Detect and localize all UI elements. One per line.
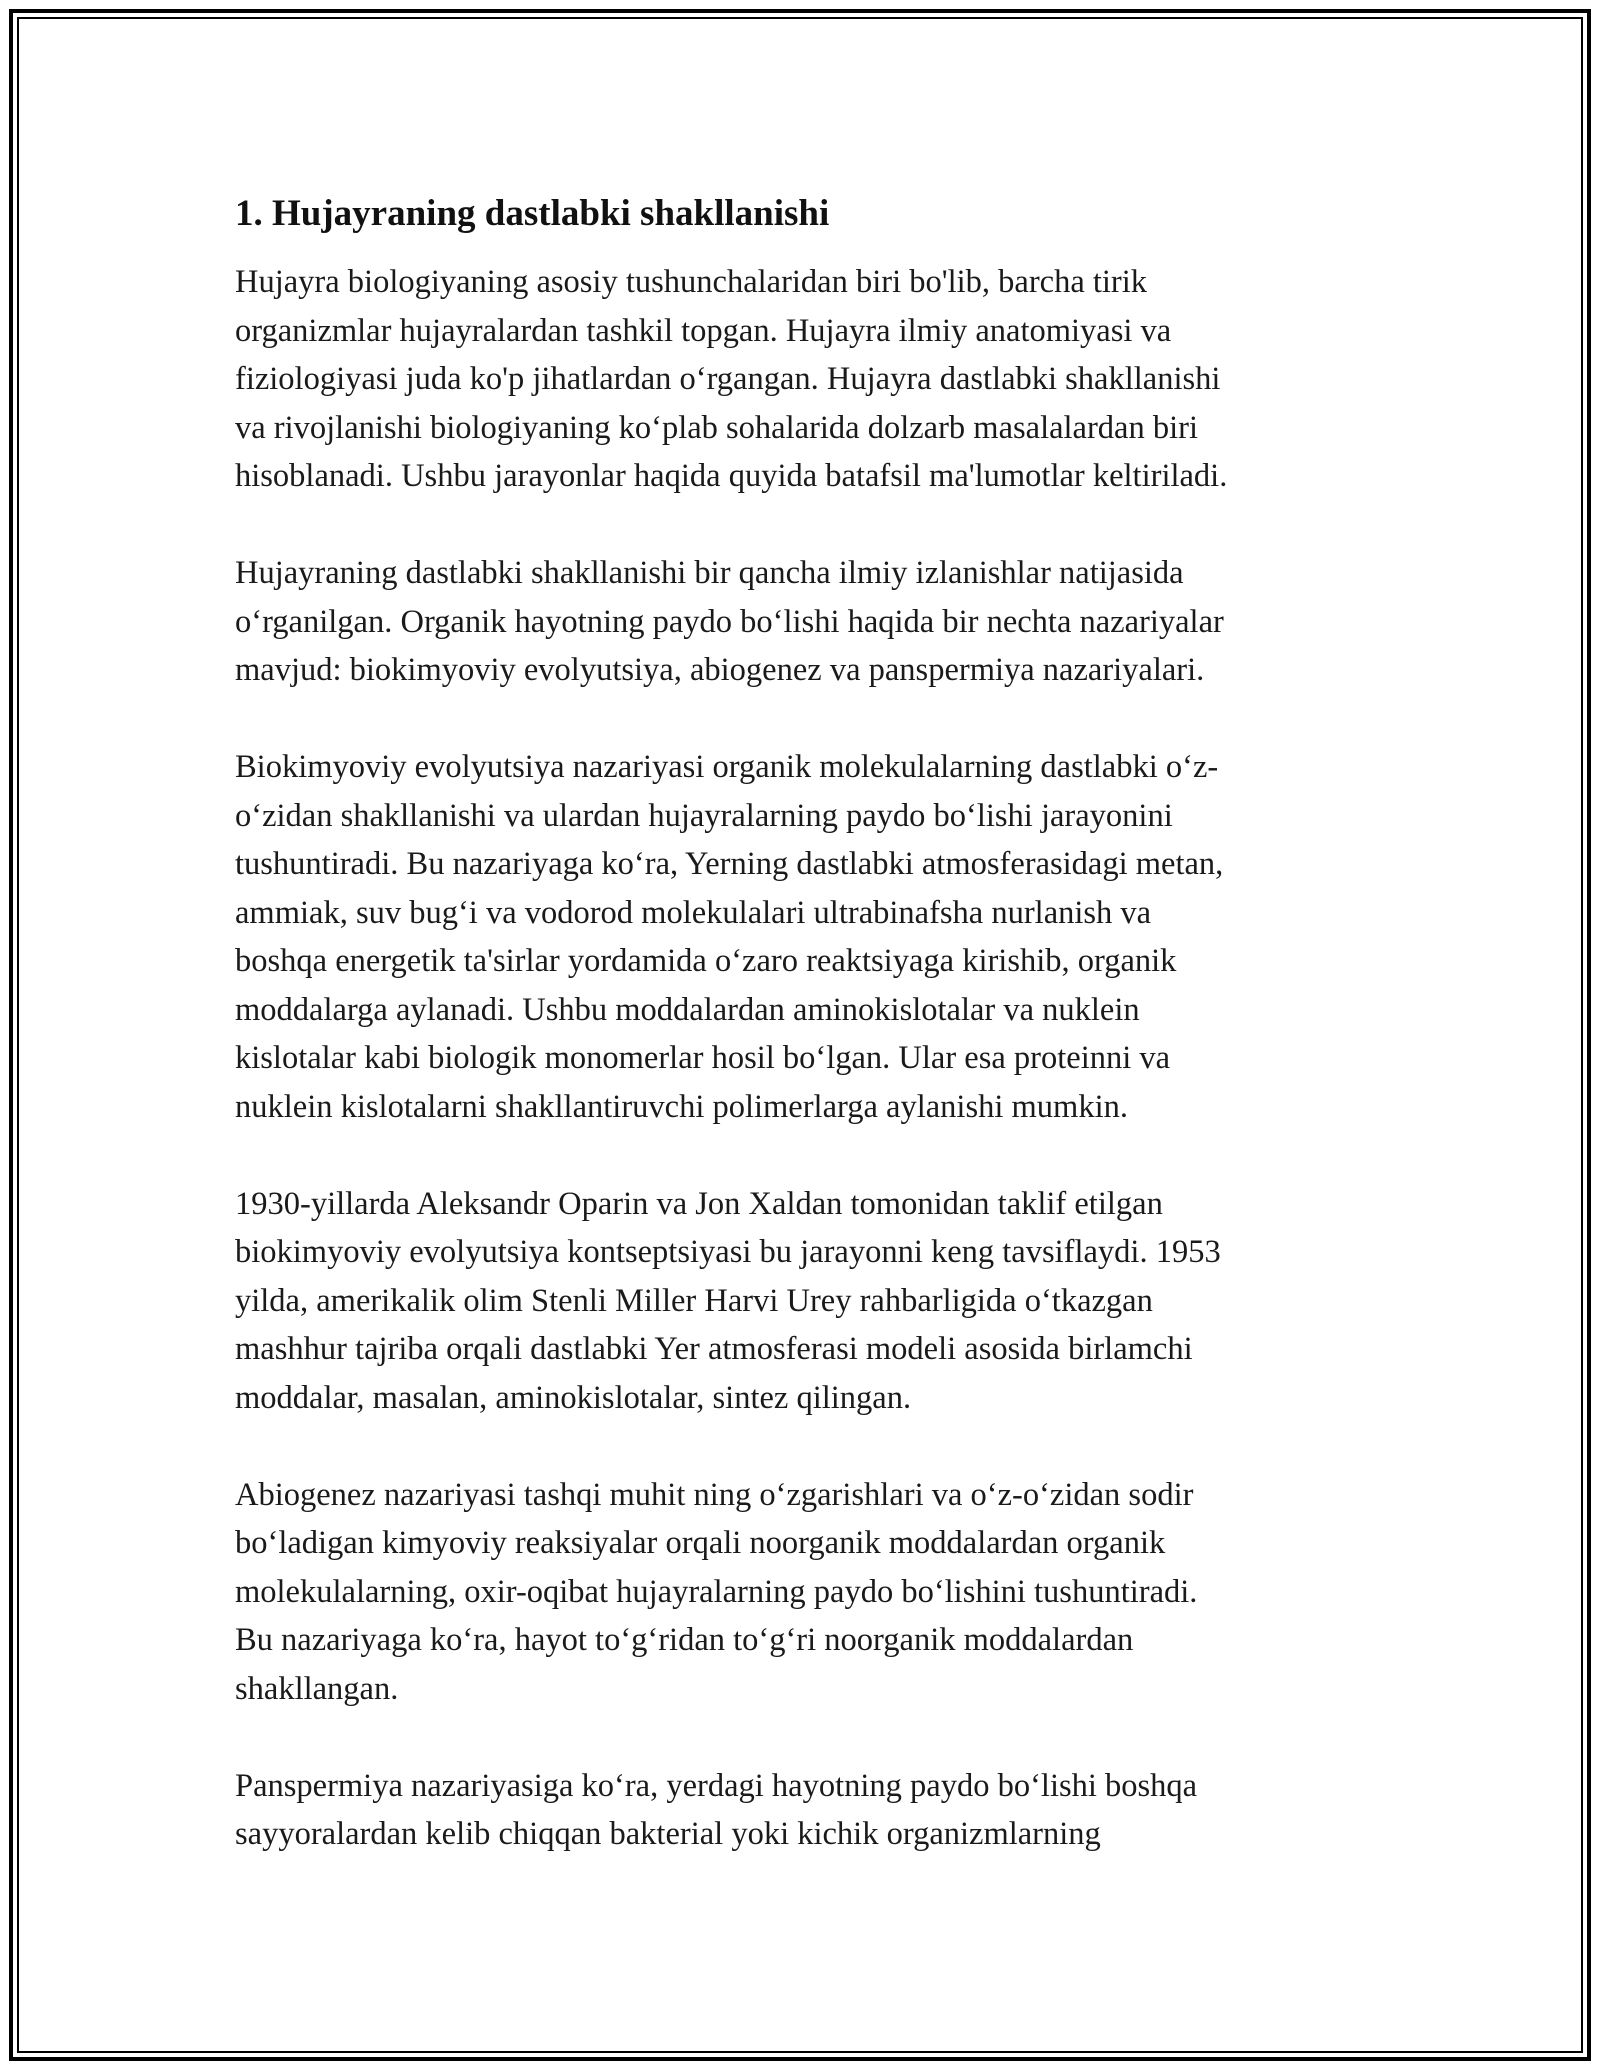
paragraph-line: kislotalar kabi biologik monomerlar hosil boʻlgan. Ular esa proteinni va [235,1040,1171,1076]
paragraph-line: tushuntiradi. Bu nazariyaga koʻra, Yerning dastlabki atmosferasidagi metan, [235,846,1224,882]
paragraph [235,258,1370,501]
paragraph-line: boʻladigan kimyoviy reaksiyalar orqali noorganik moddalardan organik [235,1525,1166,1561]
paragraph-line: shakllangan. [235,1670,399,1707]
paragraph-line: Hujayraning dastlabki shakllanishi bir qancha ilmiy izlanishlar natijasida [235,555,1184,591]
paragraph [235,1762,1370,1859]
paragraph-line: 1930-yillarda Aleksandr Oparin va Jon Xaldan tomonidan taklif etilgan [235,1185,1163,1222]
paragraph-line: mavjud: biokimyoviy evolyutsiya, abiogenez va panspermiya nazariyalari. [235,652,1205,688]
section-heading: 1. Hujayraning dastlabki shakllanishi [235,193,830,234]
document-body [235,186,1370,1907]
paragraph-line: moddalarga aylanadi. Ushbu moddalardan aminokislotalar va nuklein [235,991,1140,1028]
paragraph-line: Bu nazariyaga koʻra, hayot toʻgʻridan toʻgʻri noorganik moddalardan [235,1622,1134,1658]
paragraph-line: Abiogenez nazariyasi tashqi muhit ning oʻzgarishlari va oʻz-oʻzidan sodir [235,1476,1194,1513]
paragraph-line: yilda, amerikalik olim Stenli Miller Harvi Urey rahbarligida oʻtkazgan [235,1282,1153,1319]
paragraph-line: oʻzidan shakllanishi va ulardan hujayralarning paydo boʻlishi jarayonini [235,797,1173,834]
paragraph-line: va rivojlanishi biologiyaning koʻplab sohalarida dolzarb masalalardan biri [235,409,1198,446]
paragraph-line: mashhur tajriba orqali dastlabki Yer atmosferasi modeli asosida birlamchi [235,1331,1193,1367]
paragraph-line: nuklein kislotalarni shakllantiruvchi polimerlarga aylanishi mumkin. [235,1088,1128,1125]
paragraph-line: biokimyoviy evolyutsiya kontseptsiyasi bu jarayonni keng tavsiflaydi. 1953 [235,1234,1221,1270]
paragraph-line: boshqa energetik ta'sirlar yordamida oʻzaro reaktsiyaga kirishib, organik [235,943,1177,979]
paragraph [235,743,1370,1131]
paragraph-line: hisoblanadi. Ushbu jarayonlar haqida quyida batafsil ma'lumotlar keltiriladi. [235,458,1228,494]
paragraph-line: fiziologiyasi juda ko'p jihatlardan oʻrgangan. Hujayra dastlabki shakllanishi [235,361,1221,397]
paragraph-line: Hujayra biologiyaning asosiy tushunchalaridan biri bo'lib, barcha tirik [235,264,1148,300]
paragraph-line: oʻrganilgan. Organik hayotning paydo boʻlishi haqida bir nechta nazariyalar [235,603,1224,640]
paragraph-line: sayyoralardan kelib chiqqan bakterial yoki kichik organizmlarning [235,1816,1101,1852]
paragraph-line: Panspermiya nazariyasiga koʻra, yerdagi hayotning paydo boʻlishi boshqa [235,1767,1198,1804]
paragraph-list [235,258,1370,1859]
paragraph-line: Biokimyoviy evolyutsiya nazariyasi organik molekulalarning dastlabki oʻz- [235,749,1219,785]
paragraph [235,1180,1370,1423]
paragraph-line: ammiak, suv bugʻi va vodorod molekulalari ultrabinafsha nurlanish va [235,894,1152,931]
paragraph [235,1471,1370,1714]
paragraph-line: moddalar, masalan, aminokislotalar, sintez qilingan. [235,1379,912,1416]
paragraph-line: organizmlar hujayralardan tashkil topgan. Hujayra ilmiy anatomiyasi va [235,312,1172,349]
paragraph [235,549,1370,695]
paragraph-line: molekulalarning, oxir-oqibat hujayralarning paydo boʻlishini tushuntiradi. [235,1573,1198,1610]
